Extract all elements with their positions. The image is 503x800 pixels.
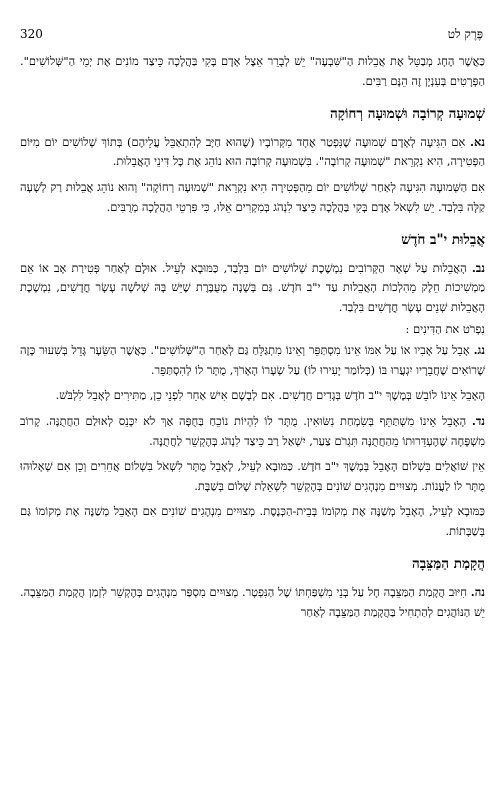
section-heading: הֲקָמַת הַמַּצֵּבָה — [411, 556, 485, 573]
paragraph-text: אָבֵל עַל אָבִיו אוֹ עַל אִמּוֹ אֵינוֹ מִסְתַּפֵּר וְאֵינוֹ מִתְגַּלֵּחַ גַּם לְאַחַר הַ"שְּׁלוֹשִׁים". כַּאֲשֶׁר הַשֵּׂעָר גָּדֵל בְּשִׁעוּר כָּזֶה שֶׁרוֹאִים שֶׁחֲבֵרָיו יִגְעֲרוּ בּוֹ (כְּלוֹמַר יָעִירוּ לוֹ) עַל שְׂעָרוֹ הָאָרֹךְ, מֻתָּר לוֹ לְהִסְתַּפֵּר. — [20, 343, 485, 377]
paragraph-number: נב. — [471, 260, 485, 275]
paragraph-text: הָאֲבֵלוּת עַל שְׁאָר הַקְּרוֹבִים נִמְשֶׁכֶת שְׁלוֹשִׁים יוֹם בִּלְבַד, כַּמּוּבָא לְעֵיל. אוּלָם לְאַחַר פְּטִירַת אָב אוֹ אֵם מַמְשִׁיכוֹת חֵלֶק מֵהִלְכוֹת הָאֲבֵלוּת עַד י"ב חֹדֶשׁ. גַּם בְּשָׁנָה מְעֻבֶּרֶת שֶׁיֵּשׁ בָּהּ שְׁלֹשָׁה עָשָׂר חֳדָשִׁים, נִמְשֶׁכֶת הָאֲבֵלוּת שְׁנֵים עָשָׂר חֳדָשִׁים בִּלְבַד. — [20, 260, 485, 314]
paragraph — [20, 583, 485, 622]
paragraph-text: אֵין שׁוֹאֲלִים בִּשְׁלוֹם הָאָבֵל בְּמֶשֶׁךְ י"ב חֹדֶשׁ. כַּמּוּבָא לְעֵיל, לָאָבֵל מֻתָּר לִשְׁאֹל בִּשְׁלוֹם אֲחֵרִים וְכֵן אִם שְׁאָלוּהוּ מֻתָּר לוֹ לַעֲנוֹת. מְצוּיִים מִנְהָגִים שׁוֹנִים בְּהֶקְשֵׁר לִשְׁאֵלַת שָׁלוֹם בְּשַׁבָּת. — [20, 459, 485, 493]
paragraph — [20, 320, 485, 340]
paragraph-text: חִיּוּב הֲקָמַת הַמַּצֵּבָה חָל עַל בְּנֵי מִשְׁפַּחְתּוֹ שֶׁל הַנִּפְטָר. מְצוּיִים מִסְפַּר מִנְהָגִים בְּהֶקְשֵׁר לִזְמַן הֲקָמַת הַמַּצֵּבָה. יֵשׁ הַנּוֹהֲגִים לְהַתְחִיל בַּהֲקָמַת הַמַּצֵּבָה לְאַחַר — [20, 585, 485, 619]
section-heading: שְׁמוּעָה קְרוֹבָה וּשְׁמוּעָה רְחוֹקָה — [329, 106, 485, 123]
paragraph-text: הָאָבֵל אֵינוֹ מִשְׁתַּתֵּף בְּשִׂמְחַת נִשּׂוּאִין. מֻתָּר לוֹ לִהְיוֹת נוֹכֵחַ בַּחֻפָּה אַךְ לֹא יִכָּנֵס לְאוּלַם הַחֲתֻנָּה. קָרוֹב מִשְׁפָּחָה שֶׁהֶעְדֵּרוּתוֹ מֵהַחֲתֻנָּה תִּגְרֹם צַעַר, יִשְׁאַל רַב כֵּיצַד לִנְהֹג בְּהֶקְשֵׁר לַחֲתֻנָּה. — [20, 413, 485, 448]
paragraph — [20, 52, 485, 91]
page-number: 320 — [20, 27, 43, 41]
paragraph — [20, 341, 485, 380]
paragraph-text: נִפְרֹט את הַדִּינִים : — [405, 321, 485, 336]
paragraph — [20, 178, 485, 217]
paragraph — [20, 133, 485, 172]
page-body — [20, 52, 485, 628]
paragraph — [20, 457, 485, 496]
paragraph — [20, 386, 485, 406]
paragraph — [20, 502, 485, 541]
paragraph-text: כַּאֲשֶׁר הֶחָג מְבַטֵּל אֶת אֲבֵלוּת הַ"שִּׁבְעָה" יֵשׁ לְבָרֵר אֵצֶל אָדָם בָּקִי בַּהֲלָכָה כֵּיצַד מוֹנִים אֶת יְמֵי הַ"שְּׁלוֹשִׁים". הַפְּרָטִים בְּעִנְיָן זֶה הֵנָּם רַבִּים. — [20, 54, 485, 88]
paragraph-text: כַּמּוּבָא לְעֵיל, הָאָבֵל מְשַׁנֶּה אֶת מְקוֹמוֹ בְּבֵית-הַכְּנֶסֶת. מְצוּיִים מִנְהָגִים שׁוֹנִים אִם הָאָבֵל מְשַׁנֶּה אֶת מְקוֹמוֹ גַּם בְּשַׁבָּתוֹת. — [20, 504, 485, 538]
running-header-chapter: פֶּרֶק לט — [447, 27, 483, 41]
paragraph-text: הָאָבֵל אֵינוֹ לוֹבֵשׁ בְּמֶשֶׁךְ י"ב חֹדֶשׁ בְּגָדִים חֲדָשִׁים. אִם לְבָשָׁם אִישׁ אַחֵר לִפְנֵי כֵן, מַתִּירִים לָאָבֵל לִלְבֹּשׁ. — [55, 388, 485, 403]
paragraph-text: אִם הַשְּׁמוּעָה הִגִּיעָה לְאַחַר שְׁלוֹשִׁים יוֹם מֵהַפְּטִירָה הִיא נִקְרֵאת "שְׁמוּעָה רְחוֹקָה" וְהוּא נוֹהֵג אֲבֵלוּת רַק לְשָׁעָה קַלָּה בִּלְבַד. יֵשׁ לִשְׁאֹל אָדָם בָּקִי בַּהֲלָכָה כֵּיצַד לִנְהֹג בְּמִקְרִים אֵלּוּ, כִּי פִּרְטֵי הַהֲלָכָה מְרֻבִּים. — [20, 179, 485, 214]
paragraph — [20, 259, 485, 318]
paragraph-number: נג. — [473, 343, 485, 358]
paragraph — [20, 412, 485, 451]
paragraph-text: אִם הִגִּיעָה לְאָדָם שְׁמוּעָה שֶׁנִּפְטַר אֶחָד מִקְּרוֹבָיו (שֶׁהוּא חַיָּב לְהִתְאַבֵּל עֲלֵיהֶם) בְּתוֹךְ שְׁלוֹשִׁים יוֹם מִיּוֹם הַפְּטִירָה, הִיא נִקְרֵאת "שְׁמוּעָה קְרוֹבָה". בִּשְׁמוּעָה קְרוֹבָה הוּא נוֹהֵג אֶת כָּל דִּינֵי הָאֲבֵלוּת. — [20, 134, 485, 169]
paragraph-number: נא. — [470, 134, 485, 149]
paragraph-number: נד. — [471, 413, 486, 428]
paragraph-number: נה. — [470, 585, 485, 600]
section-heading: אֲבֵלוּת י"ב חֹדֶשׁ — [401, 232, 485, 249]
